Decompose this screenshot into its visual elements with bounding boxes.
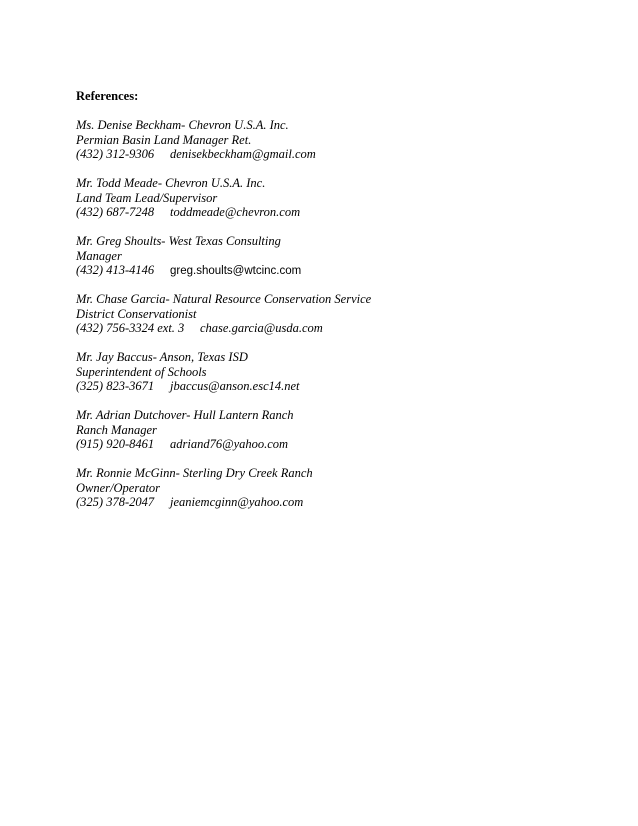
reference-email: denisekbeckham@gmail.com <box>170 147 316 161</box>
reference-email: greg.shoults@wtcinc.com <box>170 265 302 277</box>
reference-email: jbaccus@anson.esc14.net <box>170 379 300 393</box>
reference-entry <box>76 466 576 510</box>
reference-name: Mr. Todd Meade- Chevron U.S.A. Inc. <box>76 176 266 190</box>
reference-name: Mr. Greg Shoults- West Texas Consulting <box>76 234 281 248</box>
reference-contact <box>76 205 576 220</box>
reference-name: Mr. Adrian Dutchover- Hull Lantern Ranch <box>76 408 294 422</box>
reference-contact <box>76 437 576 452</box>
reference-title: Manager <box>76 248 122 263</box>
reference-entry <box>76 408 576 452</box>
reference-title: Superintendent of Schools <box>76 364 207 379</box>
reference-contact <box>76 379 576 394</box>
reference-email: chase.garcia@usda.com <box>200 321 323 335</box>
reference-entry <box>76 292 576 336</box>
reference-title: Owner/Operator <box>76 480 161 495</box>
reference-title: District Conservationist <box>76 306 197 321</box>
reference-contact <box>76 147 576 162</box>
reference-name: Ms. Denise Beckham- Chevron U.S.A. Inc. <box>76 118 289 132</box>
reference-entry <box>76 350 576 394</box>
reference-contact <box>76 321 576 336</box>
reference-email: adriand76@yahoo.com <box>170 437 289 451</box>
references-section <box>76 89 576 524</box>
reference-name: Mr. Jay Baccus- Anson, Texas ISD <box>76 350 248 364</box>
reference-phone: (432) 687-7248 <box>76 205 155 219</box>
reference-phone: (432) 312-9306 <box>76 147 155 161</box>
reference-name: Mr. Chase Garcia- Natural Resource Conservation Service <box>76 292 372 306</box>
reference-phone: (432) 756-3324 ext. 3 <box>76 321 185 335</box>
reference-entry <box>76 176 576 220</box>
reference-contact <box>76 495 576 510</box>
reference-entry <box>76 118 576 162</box>
reference-title: Permian Basin Land Manager Ret. <box>76 132 252 147</box>
references-heading: References: <box>76 89 139 103</box>
reference-email: toddmeade@chevron.com <box>170 205 301 219</box>
reference-phone: (325) 378-2047 <box>76 495 155 509</box>
reference-entry <box>76 234 576 278</box>
reference-contact <box>76 263 576 278</box>
reference-phone: (915) 920-8461 <box>76 437 155 451</box>
reference-phone: (432) 413-4146 <box>76 263 155 277</box>
reference-title: Ranch Manager <box>76 422 157 437</box>
reference-phone: (325) 823-3671 <box>76 379 155 393</box>
reference-name: Mr. Ronnie McGinn- Sterling Dry Creek Ranch <box>76 466 313 480</box>
reference-title: Land Team Lead/Supervisor <box>76 190 218 205</box>
reference-email: jeaniemcginn@yahoo.com <box>170 495 304 509</box>
